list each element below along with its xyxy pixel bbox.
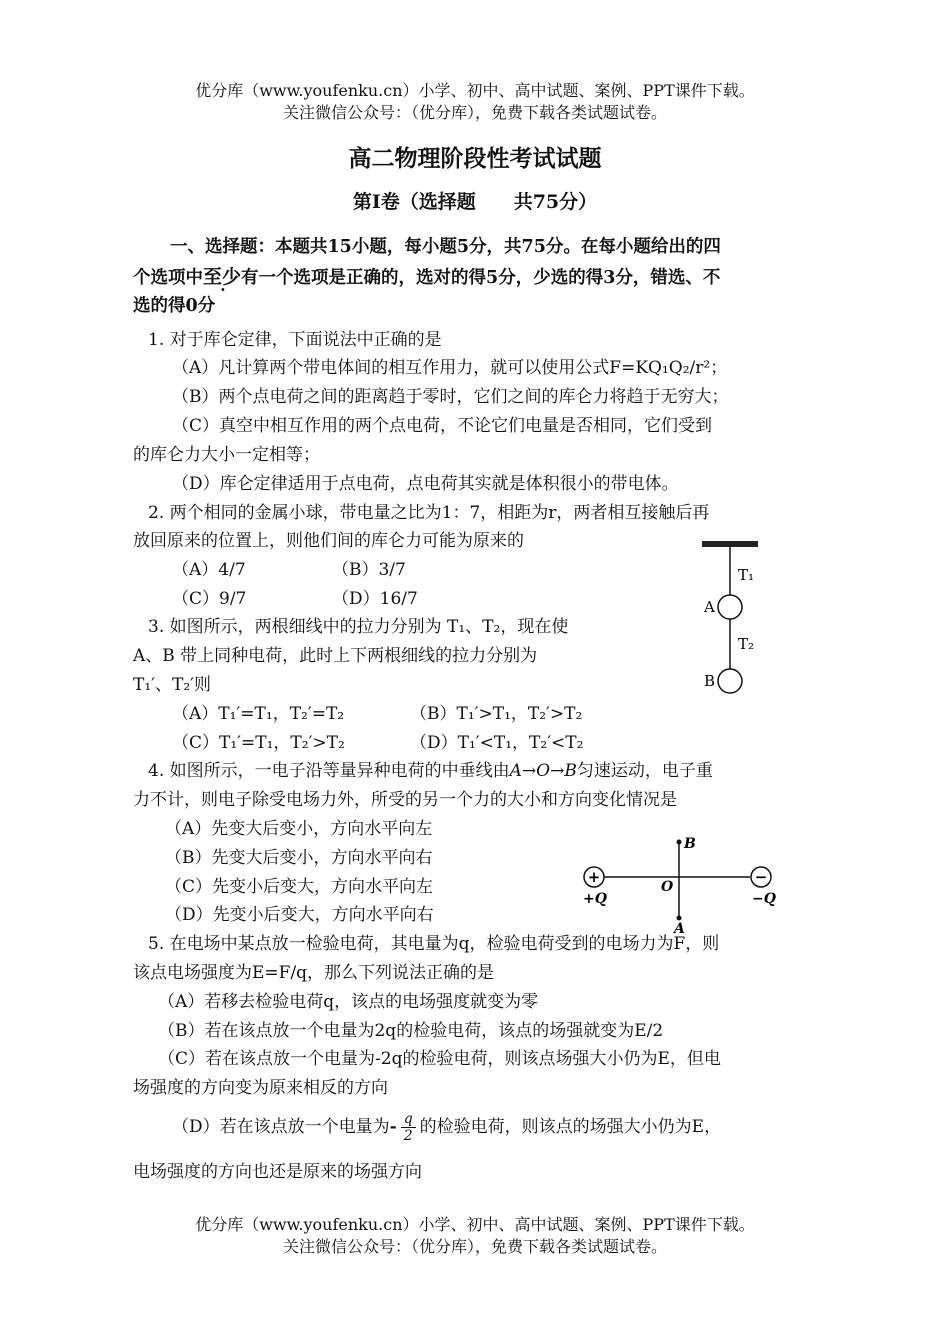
q5-fraction-denominator: 2 [403, 1128, 413, 1144]
q3-stem-line-3: T₁′、T₂′则 [133, 675, 212, 695]
label-plus-q: +Q [583, 891, 607, 907]
q4-option-d: （D）先变小后变大，方向水平向右 [165, 905, 434, 925]
label-a: A [704, 598, 715, 616]
q2-option-a: （A）4/7 [172, 560, 246, 580]
ball-b [718, 669, 742, 693]
label-t1: T₁ [738, 566, 755, 584]
point-a-icon [677, 916, 682, 921]
q2-option-d: （D）16/7 [332, 589, 418, 609]
q4-path: A→O→B [509, 761, 577, 781]
q5-option-b: （B）若在该点放一个电量为2q的检验电荷，该点的场强就变为E/2 [158, 1021, 664, 1041]
q1-stem: 1. 对于库仑定律，下面说法中正确的是 [148, 330, 442, 350]
q3-option-b: （B）T₁′>T₁，T₂′>T₂ [410, 704, 583, 724]
label-a: A [674, 921, 685, 935]
label-minus-q: −Q [752, 891, 776, 907]
q5-fraction-minus: - [389, 1117, 397, 1137]
q1-option-c-line-1: （C）真空中相互作用的两个点电荷，不论它们电量是否相同，它们受到 [172, 416, 713, 436]
q2-stem-line-2: 放回原来的位置上，则他们间的库仑力可能为原来的 [133, 531, 524, 551]
q1-option-b: （B）两个点电荷之间的距离趋于零时，它们之间的库仑力将趋于无穷大； [172, 387, 729, 407]
label-b: B [704, 672, 716, 690]
instructions-line-1: 一、选择题：本题共15小题，每小题5分，共75分。在每小题给出的四 [170, 237, 721, 257]
q1-option-a-text: （A）凡计算两个带电体间的相互作用力，就可以使用公式 [172, 358, 610, 378]
instructions-line-2-pre: 个选项中 [133, 268, 203, 288]
q1-option-a [172, 353, 727, 378]
label-b: B [684, 836, 696, 852]
instructions-line-2-post: 有一个选项是正确的，选对的得5分，少选的得3分，错选、不 [241, 268, 721, 288]
header-line-2: 关注微信公众号：（优分库），免费下载各类试题试卷。 [282, 103, 667, 122]
q3-figure [690, 535, 770, 710]
q5-option-d-line-2: 电场强度的方向也还是原来的场强方向 [133, 1162, 422, 1182]
q4-option-a: （A）先变大后变小，方向水平向左 [165, 819, 433, 839]
q5-fraction [401, 1111, 416, 1144]
q2-stem-line-1: 2. 两个相同的金属小球，带电量之比为1：7，相距为r，两者相互接触后再 [148, 503, 710, 523]
q4-option-b: （B）先变大后变小，方向水平向右 [165, 848, 433, 868]
footer-line-2: 关注微信公众号：（优分库），免费下载各类试题试卷。 [282, 1237, 667, 1256]
label-o: O [661, 879, 674, 895]
ball-a [718, 595, 742, 619]
ceiling-icon [702, 541, 758, 547]
plus-sign: + [587, 868, 601, 886]
q1-formula: F=KQ₁Q₂/r²； [609, 358, 728, 378]
q5-fraction-numerator: q [401, 1111, 416, 1128]
q4-stem-line-1 [148, 756, 713, 781]
instructions-emphasis: 至少 [203, 266, 242, 288]
q5-option-c-line-1: （C）若在该点放一个电量为-2q的检验电荷，则该点场强大小仍为E，但电 [158, 1049, 721, 1069]
section-title: 第Ⅰ卷（选择题 共75分） [352, 191, 598, 213]
q4-figure [575, 830, 795, 935]
minus-sign: − [754, 868, 768, 886]
q2-option-c: （C）9/7 [172, 589, 247, 609]
q4-stem-post: 匀速运动，电子重 [576, 761, 713, 781]
q1-option-d: （D）库仑定律适用于点电荷，点电荷其实就是体积很小的带电体。 [172, 474, 679, 494]
q5-stem-line-1: 5. 在电场中某点放一检验电荷，其电量为q，检验电荷受到的电场力为F，则 [148, 934, 720, 954]
q1-option-c-line-2: 的库仑力大小一定相等； [133, 445, 320, 465]
header-line-1: 优分库（www.youfenku.cn）小学、初中、高中试题、案例、PPT课件下载。 [195, 81, 755, 100]
q5-stem-line-2: 该点电场强度为E=F/q，那么下列说法正确的是 [133, 963, 495, 983]
q4-option-c: （C）先变小后变大，方向水平向左 [165, 877, 434, 897]
q3-stem-line-2: A、B 带上同种电荷，此时上下两根细线的拉力分别为 [133, 646, 538, 666]
q3-option-c: （C）T₁′=T₁，T₂′>T₂ [172, 733, 345, 753]
q4-stem-pre: 4. 如图所示，一电子沿等量异种电荷的中垂线由 [148, 761, 510, 781]
q5-option-d-post: 的检验电荷，则该点的场强大小仍为E， [419, 1117, 722, 1137]
q5-option-a: （A）若移去检验电荷q，该点的电场强度就变为零 [158, 992, 539, 1012]
q5-option-c-line-2: 场强度的方向变为原来相反的方向 [133, 1078, 388, 1098]
instructions-line-3: 选的得0分 [133, 296, 216, 316]
q3-stem-line-1: 3. 如图所示，两根细线中的拉力分别为 T₁、T₂，现在使 [148, 617, 569, 637]
q2-option-b: （B）3/7 [332, 560, 406, 580]
label-t2: T₂ [738, 635, 755, 653]
instructions-line-2 [133, 262, 720, 289]
q5-option-d-line-1 [172, 1107, 721, 1147]
footer-line-1: 优分库（www.youfenku.cn）小学、初中、高中试题、案例、PPT课件下载。 [195, 1215, 755, 1234]
q3-option-d: （D）T₁′<T₁，T₂′<T₂ [410, 733, 584, 753]
page-title: 高二物理阶段性考试试题 [348, 145, 602, 172]
q4-stem-line-2: 力不计，则电子除受电场力外，所受的另一个力的大小和方向变化情况是 [133, 790, 677, 810]
q5-option-d-pre: （D）若在该点放一个电量为 [172, 1117, 390, 1137]
point-b-icon [677, 840, 682, 845]
q3-option-a: （A）T₁′=T₁，T₂′=T₂ [172, 704, 345, 724]
